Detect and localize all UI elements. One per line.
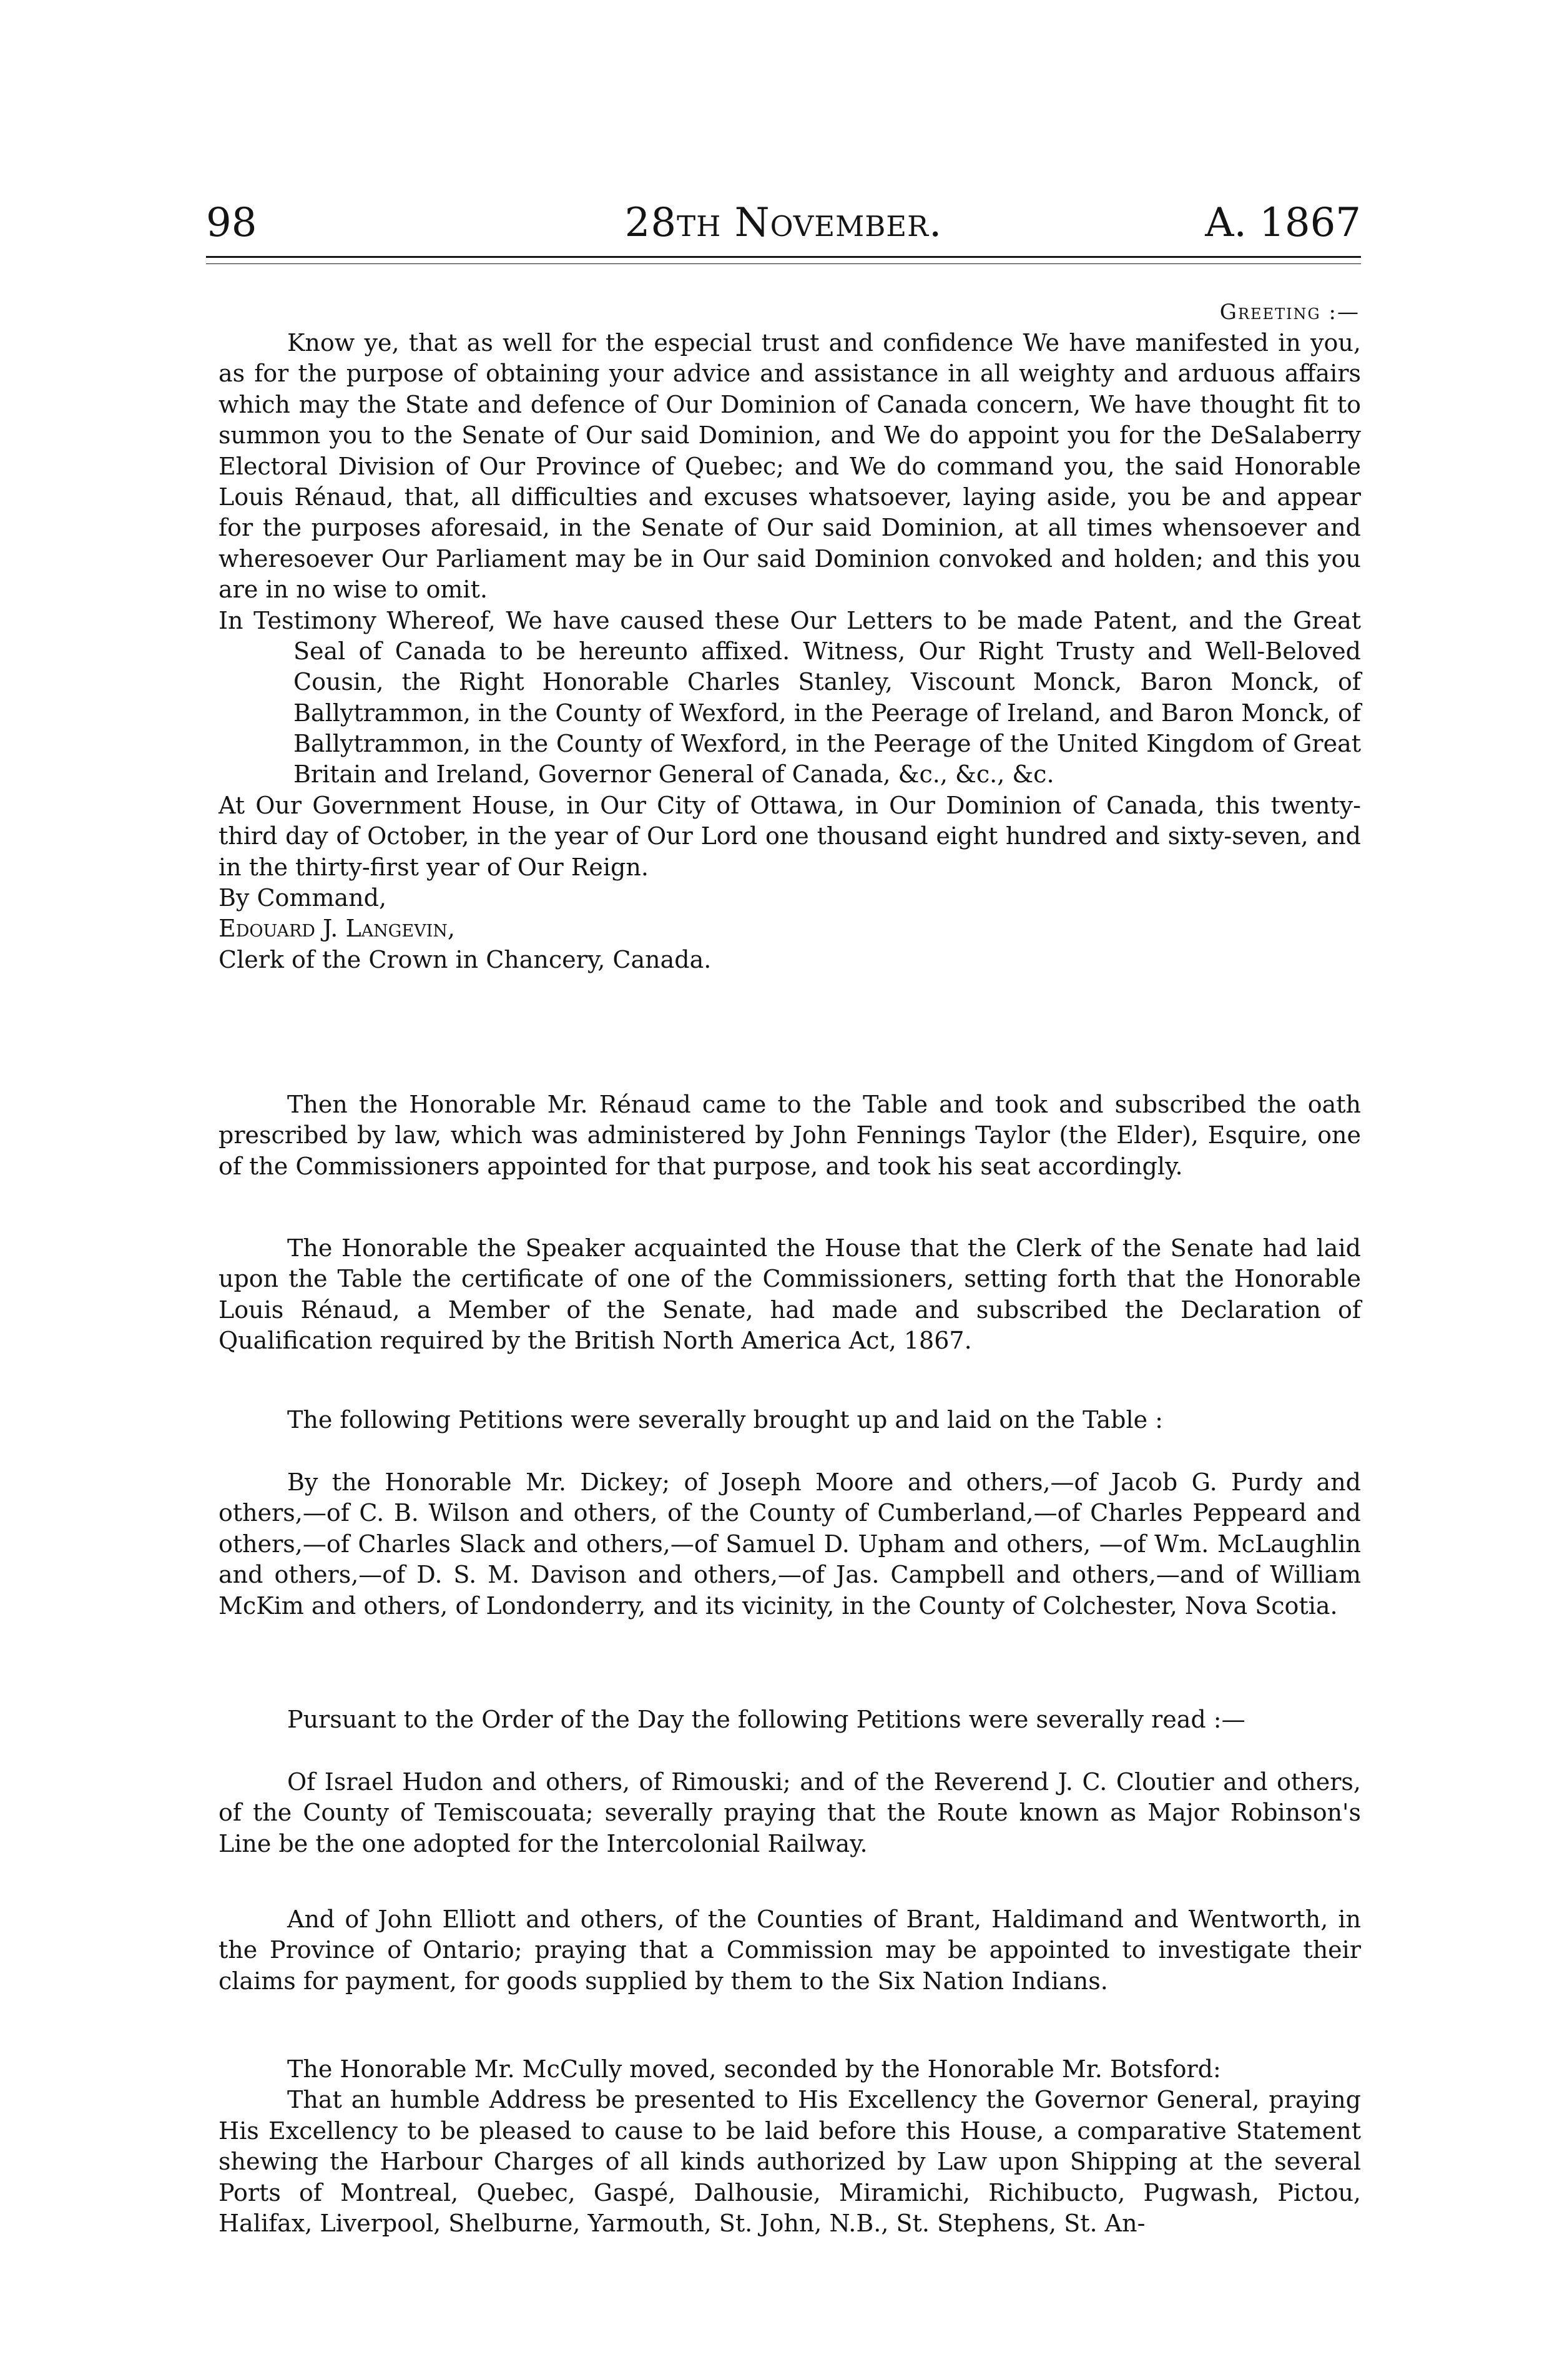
- proclamation-block: [219, 328, 1361, 975]
- proclamation-signatory-title: Clerk of the Crown in Chancery, Canada.: [219, 945, 712, 973]
- page-number: 98: [206, 200, 257, 246]
- proclamation-given-at: At Our Government House, in Our City of Ottawa, in Our Dominion of Canada, this twenty-third day of October, in the year of Our Lord one thousand eight hundred and sixty-seven, and in the thirty-first year of Our Reign.: [219, 791, 1361, 881]
- header-rule-top: [206, 256, 1361, 258]
- pursuant-block: [219, 1704, 1361, 1735]
- page-date: 28th November.: [624, 200, 943, 246]
- oath-paragraph-block: [219, 1089, 1361, 1182]
- petition-hudon-block: [219, 1767, 1361, 1859]
- petition-hudon: Of Israel Hudon and others, of Rimouski; and of the Reverend J. C. Cloutier and others, of the County of Temiscouata; severally praying that the Route known as Major Robinson's Line be the one adopted for the Intercolonial Railway.: [219, 1768, 1361, 1857]
- proclamation-testimony: In Testimony Whereof, We have caused these Our Letters to be made Patent, and the Great Seal of Canada to be hereunto affixed. Witness, Our Right Trusty and Well-Beloved Cousin, the Right Honorable Charles Stanley, Viscount Monck, Baron Monck, of Ballytrammon, in the County of Wexford, in the Peerage of Ireland, and Baron Monck, of Ballytrammon, in the County of Wexford, in the Peerage of the United Kingdom of Great Britain and Ireland, Governor General of Canada, &c., &c., &c.: [219, 606, 1361, 789]
- greeting: Greeting :—: [1219, 300, 1360, 325]
- proclamation-signatory: Edouard J. Langevin,: [219, 915, 455, 943]
- mccully-moved: The Honorable Mr. McCully moved, seconded by the Honorable Mr. Botsford:: [287, 2055, 1221, 2083]
- petitions-dickey: By the Honorable Mr. Dickey; of Joseph Moore and others,—of Jacob G. Purdy and others,—of C. B. Wilson and others, of the County of Cumberland,—of Charles Peppeard and others,—of Charles Slack and others,—of Samuel D. Upham and others, —of Wm. McLaughlin and others,—of D. S. M. Davison and others,—of Jas. Campbell and others,—and of William McKim and others, of Londonderry, and its vicinity, in the County of Colchester, Nova Scotia.: [219, 1468, 1361, 1620]
- page-year: A. 1867: [1205, 200, 1361, 246]
- speaker-paragraph: The Honorable the Speaker acquainted the House that the Clerk of the Senate had laid upon the Table the certificate of one of the Commissioners, setting forth that the Honorable Louis Rénaud, a Member of the Senate, had made and subscribed the Declaration of Qualification required by the British North America Act, 1867.: [219, 1234, 1361, 1355]
- address-paragraph: That an humble Address be presented to His Excellency the Governor General, praying His Excellency to be pleased to cause to be laid before this House, a comparative Statement shewing the Harbour Charges of all kinds authorized by Law upon Shipping at the several Ports of Montreal, Quebec, Gaspé, Dalhousie, Miramichi, Richibucto, Pugwash, Pictou, Halifax, Liverpool, Shelburne, Yarmouth, St. John, N.B., St. Stephens, St. An-: [219, 2086, 1361, 2237]
- petition-elliott: And of John Elliott and others, of the Counties of Brant, Haldimand and Wentworth, in the Province of Ontario; praying that a Commission may be appointed to investigate their claims for payment, for goods supplied by them to the Six Nation Indians.: [219, 1905, 1361, 1995]
- petition-elliott-block: [219, 1904, 1361, 1997]
- oath-paragraph: Then the Honorable Mr. Rénaud came to the Table and took and subscribed the oath prescribed by law, which was administered by John Fennings Taylor (the Elder), Esquire, one of the Commissioners appointed for that purpose, and took his seat accordingly.: [219, 1091, 1361, 1180]
- header-rule-bottom: [206, 263, 1361, 264]
- petitions-intro-block: [219, 1405, 1361, 1435]
- proclamation-by-command: By Command,: [219, 884, 387, 912]
- speaker-paragraph-block: [219, 1233, 1361, 1357]
- petitions-intro: The following Petitions were severally brought up and laid on the Table :: [287, 1406, 1163, 1433]
- pursuant-paragraph: Pursuant to the Order of the Day the following Petitions were severally read :—: [287, 1706, 1245, 1733]
- mccully-motion-block: [219, 2054, 1361, 2239]
- petitions-dickey-block: [219, 1467, 1361, 1621]
- running-head: [206, 187, 1361, 256]
- proclamation-body: Know ye, that as well for the especial trust and confidence We have manifested in you, as for the purpose of obtaining your advice and assistance in all weighty and arduous affairs which may the State and defence of Our Dominion of Canada concern, We have thought fit to summon you to the Senate of Our said Dominion, and We do appoint you for the DeSalaberry Electoral Division of Our Province of Quebec; and We do command you, the said Honorable Louis Rénaud, that, all difficulties and excuses whatsoever, laying aside, you be and appear for the purposes aforesaid, in the Senate of Our said Dominion, at all times whensoever and wheresoever Our Parliament may be in Our said Dominion convoked and holden; and this you are in no wise to omit.: [219, 329, 1361, 604]
